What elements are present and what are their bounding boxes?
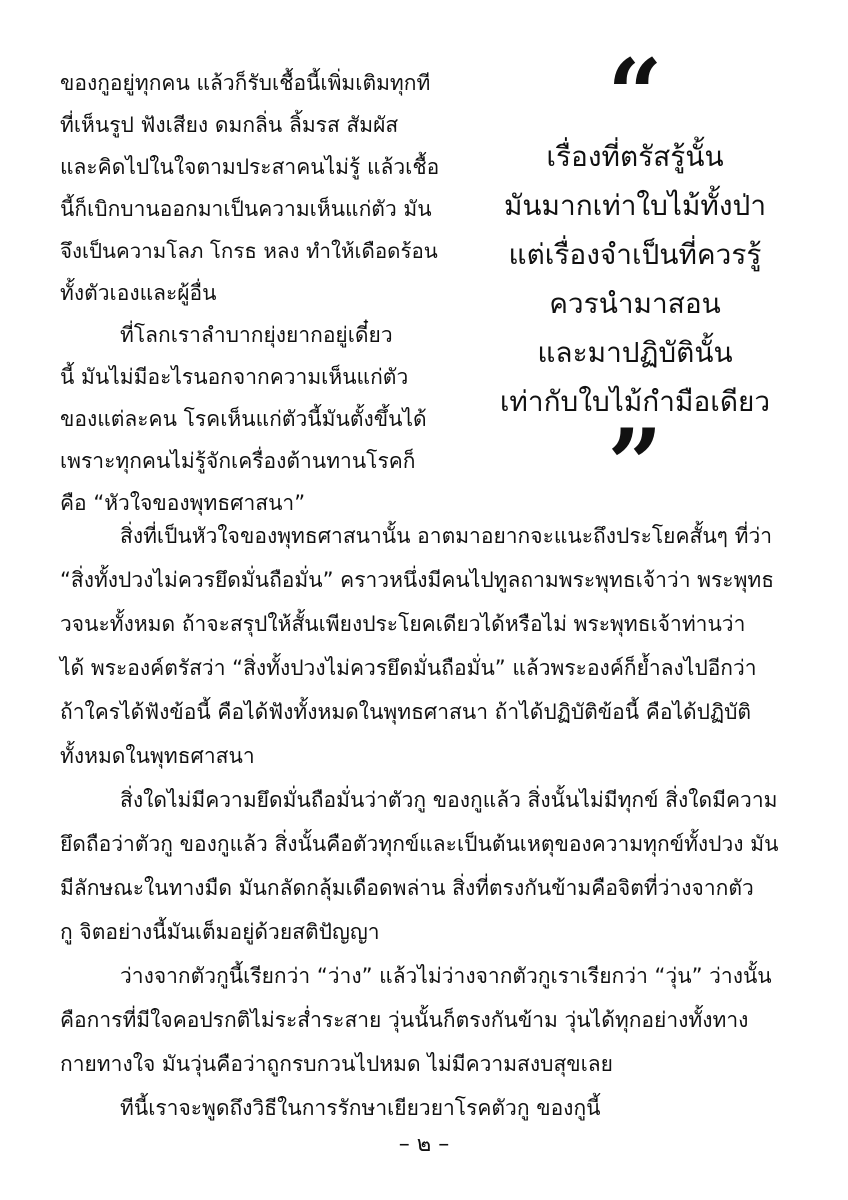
text-line: ของแต่ละคน โรคเห็นแก่ตัวนี้มันตั้งขึ้นได้ — [60, 407, 427, 431]
text-line: คือ “หัวใจของพุทธศาสนา” — [60, 491, 306, 515]
quote-line: เรื่องที่ตรัสรู้นั้น — [546, 140, 724, 173]
text-line: สิ่งใดไม่มีความยึดมั่นถือมั่นว่าตัวกู ของกูแล้ว สิ่งนั้นไม่มีทุกข์ สิ่งใดมีความ — [120, 788, 778, 812]
pull-quote — [470, 38, 800, 521]
text-line: ที่เห็นรูป ฟังเสียง ดมกลิ่น ลิ้มรส สัมผัส — [60, 113, 399, 137]
text-line: นี้ก็เบิกบานออกมาเป็นความเห็นแก่ตัว มัน — [60, 197, 432, 221]
text-line: ของกูอยู่ทุกคน แล้วก็รับเชื้อนี้เพิ่มเติมทุกที — [60, 71, 431, 95]
text-line: เพราะทุกคนไม่รู้จักเครื่องต้านทานโรคก็ — [60, 449, 416, 473]
text-line: สิ่งที่เป็นหัวใจของพุทธศาสนานั้น อาตมาอยากจะแนะถึงประโยคสั้นๆ ที่ว่า — [120, 524, 773, 548]
close-quote-mark: ” — [607, 408, 663, 521]
open-quote-mark: “ — [607, 38, 663, 151]
body-text — [60, 514, 790, 1130]
text-line: ทีนี้เราจะพูดถึงวิธีในการรักษาเยียวยาโรคตัวกู ของกูนี้ — [120, 1096, 601, 1120]
quote-line: และมาปฏิบัตินั้น — [537, 336, 733, 369]
quote-line: เท่ากับใบไม้กำมือเดียว — [499, 385, 771, 418]
page-number: – ๒ – — [398, 1132, 450, 1157]
text-line: ที่โลกเราลำบากยุ่งยากอยู่เดี๋ยว — [120, 323, 393, 347]
quote-line: มันมากเท่าใบไม้ทั้งป่า — [503, 189, 767, 222]
left-column-text — [60, 62, 445, 524]
text-line: ทั้งตัวเองและผู้อื่น — [60, 281, 217, 305]
text-line: กายทางใจ มันวุ่นคือว่าถูกรบกวนไปหมด ไม่มีความสงบสุขเลย — [60, 1052, 613, 1076]
text-line: กู จิตอย่างนี้มันเต็มอยู่ด้วยสติปัญญา — [60, 920, 380, 944]
text-line: ทั้งหมดในพุทธศาสนา — [60, 744, 255, 768]
text-line: และคิดไปในใจตามประสาคนไม่รู้ แล้วเชื้อ — [60, 155, 440, 179]
text-line: ถ้าใครได้ฟังข้อนี้ คือได้ฟังทั้งหมดในพุทธศาสนา ถ้าได้ปฏิบัติข้อนี้ คือได้ปฏิบัติ — [60, 700, 752, 724]
quote-line: แต่เรื่องจำเป็นที่ควรรู้ — [508, 238, 762, 271]
text-line: คือการที่มีใจคอปรกติไม่ระส่ำระสาย วุ่นนั้นก็ตรงกันข้าม วุ่นได้ทุกอย่างทั้งทาง — [60, 1008, 749, 1032]
text-line: “สิ่งทั้งปวงไม่ควรยึดมั่นถือมั่น” คราวหนึ่งมีคนไปทูลถามพระพุทธเจ้าว่า พระพุทธ — [60, 568, 775, 592]
text-line: วจนะทั้งหมด ถ้าจะสรุปให้สั้นเพียงประโยคเดียวได้หรือไม่ พระพุทธเจ้าท่านว่า — [60, 612, 746, 636]
quote-line: ควรนำมาสอน — [549, 287, 721, 320]
text-line: ว่างจากตัวกูนี้เรียกว่า “ว่าง” แล้วไม่ว่างจากตัวกูเราเรียกว่า “วุ่น” ว่างนั้น — [120, 964, 772, 988]
text-line: นี้ มันไม่มีอะไรนอกจากความเห็นแก่ตัว — [60, 365, 409, 389]
text-line: ได้ พระองค์ตรัสว่า “สิ่งทั้งปวงไม่ควรยึดมั่นถือมั่น” แล้วพระองค์ก็ย้ำลงไปอีกว่า — [60, 656, 757, 680]
text-line: มีลักษณะในทางมืด มันกลัดกลุ้มเดือดพล่าน สิ่งที่ตรงกันข้ามคือจิตที่ว่างจากตัว — [60, 876, 754, 900]
text-line: จึงเป็นความโลภ โกรธ หลง ทำให้เดือดร้อน — [60, 239, 438, 263]
text-line: ยึดถือว่าตัวกู ของกูแล้ว สิ่งนั้นคือตัวทุกข์และเป็นต้นเหตุของความทุกข์ทั้งปวง มัน — [60, 832, 779, 856]
